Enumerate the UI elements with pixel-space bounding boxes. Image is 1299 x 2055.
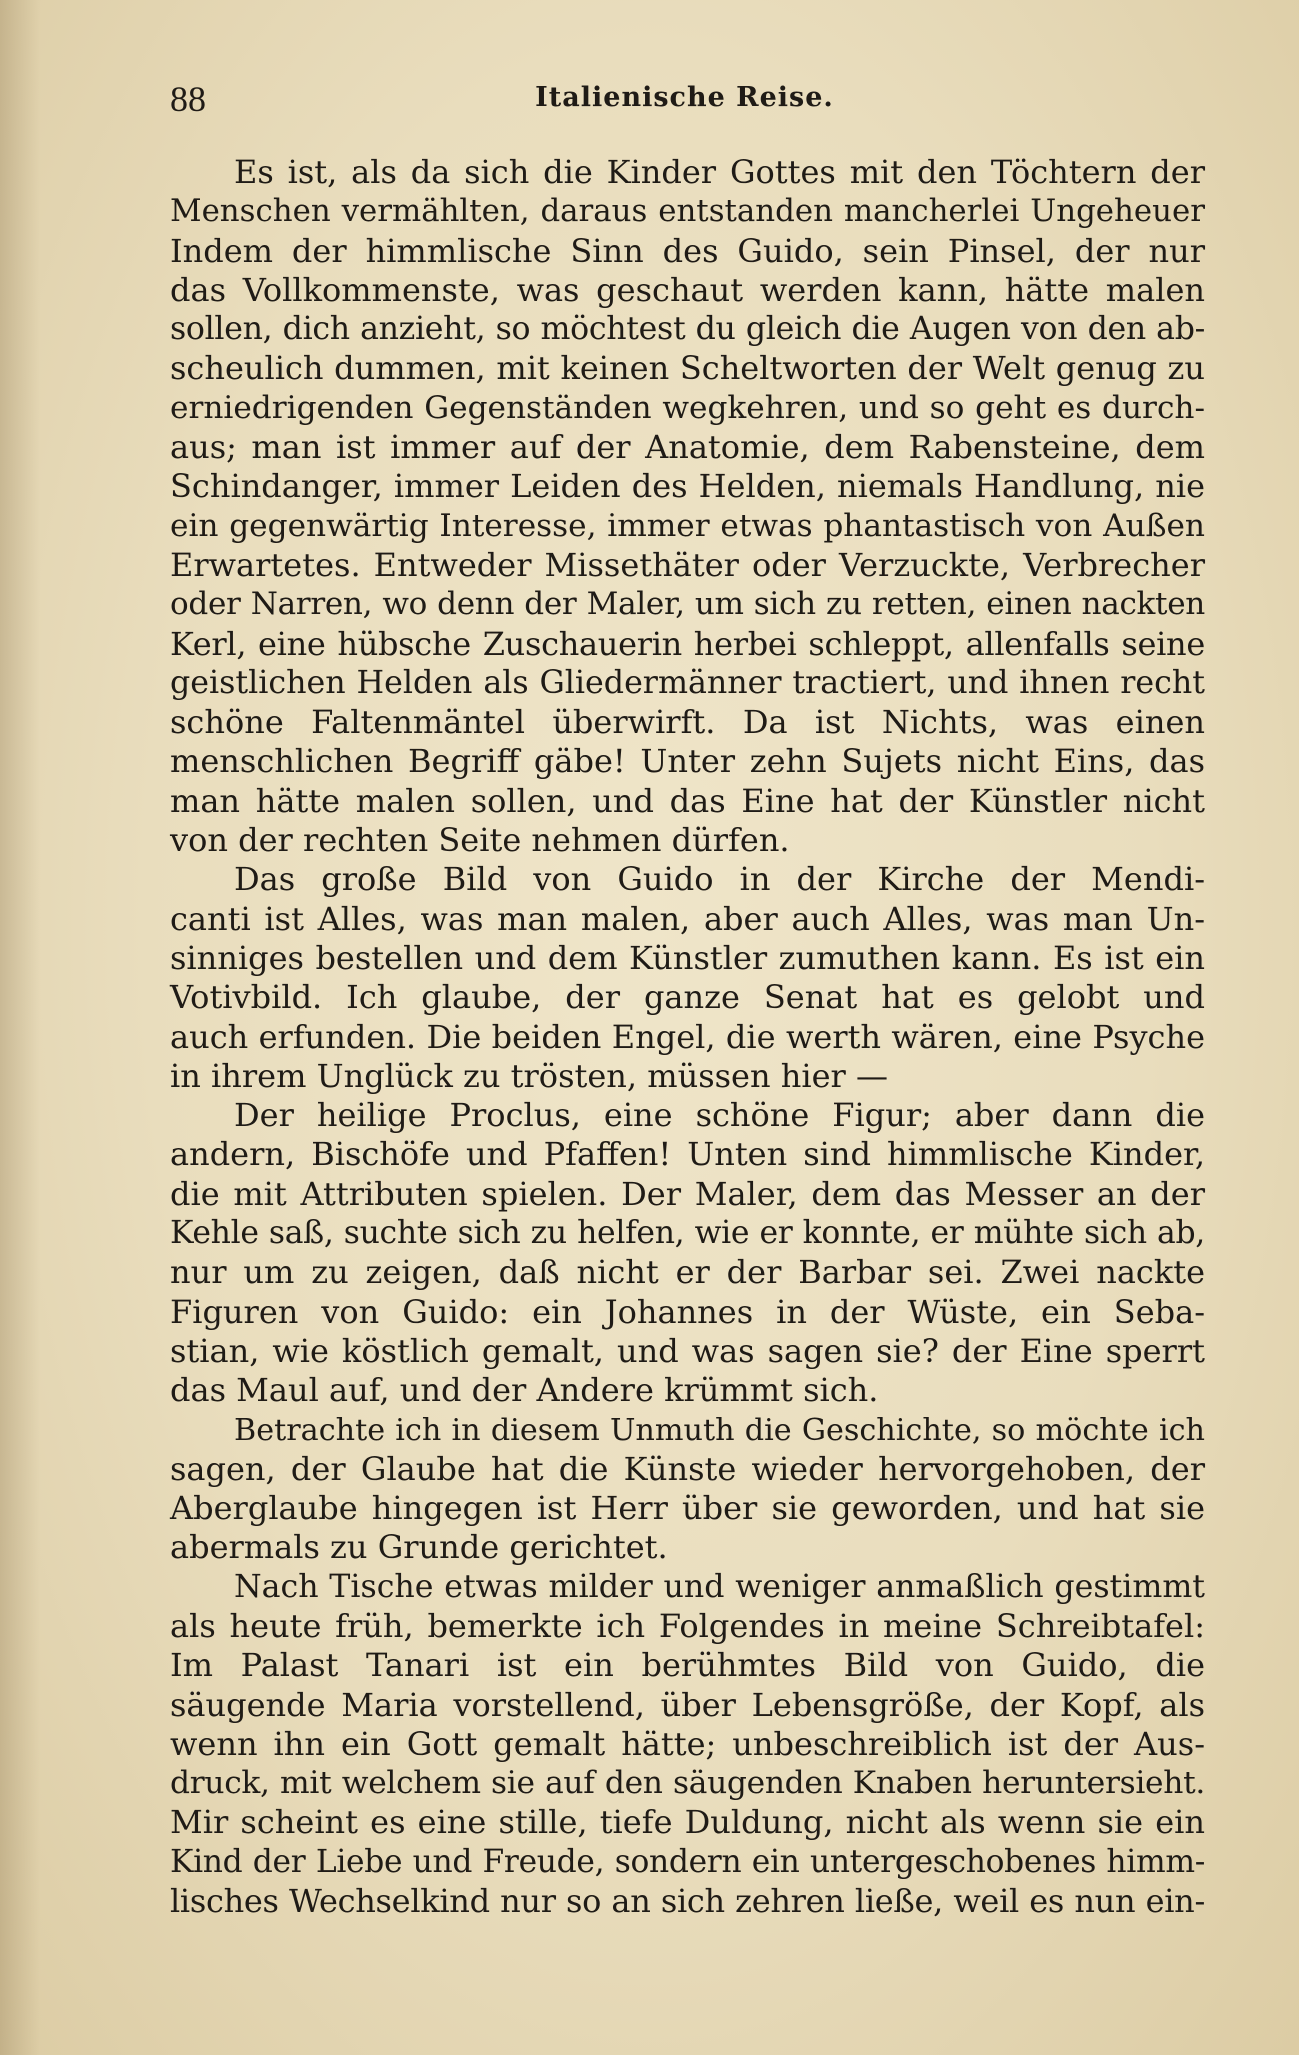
- text-line: aus; man ist immer auf der Anatomie, dem Rabensteine, dem: [170, 428, 1205, 467]
- text-line: schöne Faltenmäntel überwirft. Da ist Nichts, was einen: [170, 703, 1205, 742]
- text-line: als heute früh, bemerkte ich Folgendes in meine Schreibtafel:: [170, 1606, 1205, 1645]
- text-line: erniedrigenden Gegenständen wegkehren, und so geht es durch-: [170, 389, 1205, 426]
- text-line: andern, Bischöfe und Pfaffen! Unten sind himmlische Kinder,: [170, 1135, 1205, 1174]
- text-line: Kehle saß, suchte sich zu helfen, wie er konnte, er mühte sich ab,: [170, 1215, 1205, 1252]
- text-line: das Maul auf, und der Andere krümmt sich.: [170, 1371, 879, 1410]
- text-line: die mit Attributen spielen. Der Maler, dem das Messer an der: [170, 1174, 1205, 1213]
- text-line: von der rechten Seite nehmen dürfen.: [170, 821, 790, 860]
- text-line: abermals zu Grunde gerichtet.: [170, 1528, 668, 1567]
- text-line: Votivbild. Ich glaube, der ganze Senat hat es gelobt und: [170, 978, 1205, 1017]
- text-line: Der heilige Proclus, eine schöne Figur; aber dann die: [234, 1096, 1205, 1135]
- text-line: man hätte malen sollen, und das Eine hat der Künstler nicht: [170, 781, 1205, 820]
- text-line: stian, wie köstlich gemalt, und was sagen sie? der Eine sperrt: [170, 1331, 1205, 1370]
- text-line: menschlichen Begriff gäbe! Unter zehn Sujets nicht Eins, das: [170, 742, 1205, 781]
- text-line: ein gegenwärtig Interesse, immer etwas phantastisch von Außen: [170, 507, 1205, 544]
- text-line: Erwartetes. Entweder Missethäter oder Verzuckte, Verbrecher: [170, 545, 1205, 584]
- text-line: wenn ihn ein Gott gemalt hätte; unbeschreiblich ist der Aus-: [170, 1724, 1205, 1763]
- text-line: Es ist, als da sich die Kinder Gottes mit den Töchtern der: [234, 153, 1205, 191]
- text-line: nur um zu zeigen, daß nicht er der Barbar sei. Zwei nackte: [170, 1253, 1205, 1292]
- text-line: oder Narren, wo denn der Maler, um sich zu retten, einen nackten: [170, 586, 1205, 623]
- text-line: geistlichen Helden als Gliedermänner tractiert, und ihnen recht: [170, 664, 1205, 701]
- text-line: auch erfunden. Die beiden Engel, die werth wären, eine Psyche: [170, 1017, 1205, 1056]
- text-line: sinniges bestellen und dem Künstler zumuthen kann. Es ist ein: [170, 938, 1205, 977]
- page-header: [170, 78, 1199, 128]
- text-line: druck, mit welchem sie auf den säugenden Knaben heruntersieht.: [170, 1765, 1205, 1802]
- running-title: Italienische Reise.: [535, 82, 834, 113]
- text-line: säugende Maria vorstellend, über Lebensgröße, der Kopf, als: [170, 1685, 1205, 1724]
- text-line: Aberglaube hingegen ist Herr über sie geworden, und hat sie: [170, 1489, 1205, 1528]
- text-line: in ihrem Unglück zu trösten, müssen hier —: [170, 1056, 888, 1095]
- text-line: Das große Bild von Guido in der Kirche der Mendi-: [234, 860, 1205, 899]
- text-line: Kerl, eine hübsche Zuschauerin herbei schleppt, allenfalls seine: [170, 624, 1205, 663]
- text-line: scheulich dummen, mit keinen Scheltworten der Welt genug zu: [170, 349, 1205, 388]
- text-line: sollen, dich anzieht, so möchtest du gleich die Augen von den ab-: [170, 311, 1205, 348]
- text-line: Figuren von Guido: ein Johannes in der Wüste, ein Seba-: [170, 1292, 1205, 1331]
- text-line: Mir scheint es eine stille, tiefe Duldung, nicht als wenn sie ein: [170, 1803, 1205, 1842]
- text-line: Nach Tische etwas milder und weniger anmaßlich gestimmt: [234, 1568, 1205, 1605]
- text-line: canti ist Alles, was man malen, aber auch Alles, was man Un-: [170, 899, 1205, 938]
- page-number: 88: [170, 79, 206, 119]
- text-line: Schindanger, immer Leiden des Helden, niemals Handlung, nie: [170, 467, 1205, 506]
- text-line: das Vollkommenste, was geschaut werden kann, hätte malen: [170, 270, 1205, 309]
- text-line: lisches Wechselkind nur so an sich zehren ließe, weil es nun ein-: [170, 1882, 1205, 1921]
- text-line: sagen, der Glaube hat die Künste wieder hervorgehoben, der: [170, 1449, 1205, 1488]
- text-line: Kind der Liebe und Freude, sondern ein untergeschobenes himm-: [170, 1843, 1205, 1880]
- text-line: Im Palast Tanari ist ein berühmtes Bild von Guido, die: [170, 1646, 1205, 1685]
- text-line: Indem der himmlische Sinn des Guido, sein Pinsel, der nur: [170, 231, 1205, 270]
- body-text: [170, 153, 1205, 1921]
- text-line: Betrachte ich in diesem Unmuth die Geschichte, so möchte ich: [234, 1412, 1205, 1448]
- text-line: Menschen vermählten, daraus entstanden mancherlei Ungeheuer: [170, 193, 1205, 230]
